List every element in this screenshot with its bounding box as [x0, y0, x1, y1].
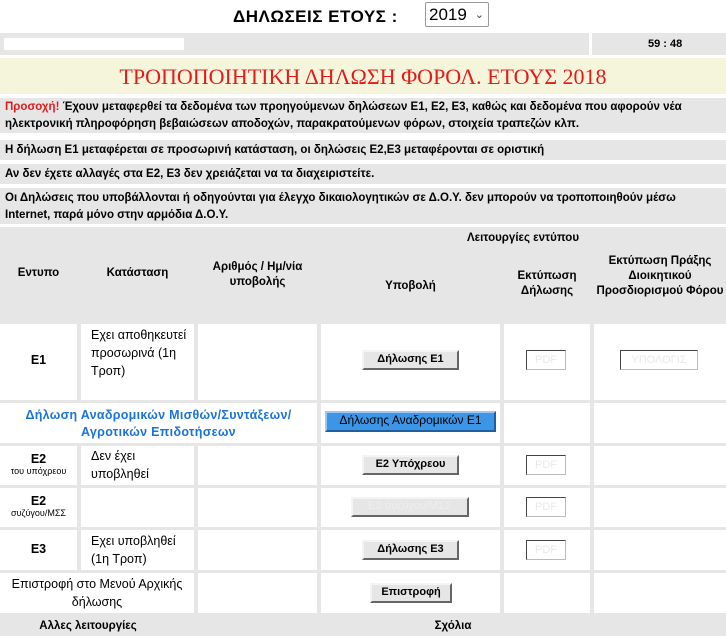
row-e1-form: [0, 324, 77, 400]
other-functions-header: Αλλες λειτουργίες: [0, 620, 176, 636]
row-back-print: [504, 573, 590, 613]
e1-label: Ε1: [30, 353, 47, 367]
session-bar: [0, 33, 726, 55]
header: [0, 0, 726, 30]
row-e2s-submit: [321, 488, 500, 527]
e2-pdf-button[interactable]: PDF: [526, 455, 566, 475]
row-back-label: [0, 573, 194, 613]
e3-status: Εχει υποβληθεί (1η Τροπ): [91, 534, 176, 566]
row-e1-number: [198, 324, 317, 400]
e1-status: Εχει αποθηκευτεί προσωρινά (1η Τροπ): [91, 328, 187, 378]
notice-doy: Οι Δηλώσεις που υποβάλλονται ή οδηγούνται για έλεγχο δικαιολογητικών σε Δ.Ο.Υ. δεν μπορούν να τροποποιηθούν μέσω Internet, παρά μόνο στην αρμόδια Δ.Ο.Υ.: [0, 188, 726, 224]
comments-header: Σχόλια: [180, 620, 726, 636]
back-button[interactable]: Επιστροφή: [370, 583, 452, 603]
e2s-sub-label: συζύγου/ΜΣΣ: [11, 508, 66, 518]
row-e1-print: [504, 324, 590, 400]
chevron-down-icon: ⌄: [474, 9, 484, 21]
row-e2-number: [198, 446, 317, 485]
row-e2-form: [0, 446, 77, 485]
banner: [0, 58, 726, 94]
row-retro-submit: [321, 403, 500, 443]
retro-label: Δήλωση Αναδρομικών Μισθών/Συντάξεων/ Αγροτικών Επιδοτήσεων: [25, 408, 292, 439]
col-print-act-header: Εκτύπωση Πράξης Διοικητικού Προσδιορισμού Φόρου: [594, 252, 726, 321]
row-e2s-status: [81, 488, 194, 527]
e2s-pdf-button[interactable]: PDF: [526, 497, 566, 517]
row-e2s-form: [0, 488, 77, 527]
banner-title: ΤΡΟΠΟΠΟΙΗΤΙΚΗ ΔΗΛΩΣΗ ΦΟΡΟΛ. ΕΤΟΥΣ 2018: [119, 64, 607, 89]
warning-text: Έχουν μεταφερθεί τα δεδομένα των προηγούμενων δηλώσεων Ε1, Ε2, Ε3, καθώς και δεδομένα που αφορούν νέα ηλεκτρονική πληροφόρηση βεβαιώσεων αποδοχών, παρακρατούμενων φόρων, στοιχεία τραπεζών κλπ.: [5, 101, 682, 130]
row-e3-print: [504, 530, 590, 570]
session-timer: 59 : 48: [648, 38, 683, 50]
row-e3-number: [198, 530, 317, 570]
row-e3-status: [81, 530, 194, 570]
row-e2-print-act: [594, 446, 726, 485]
col-print-header: Εκτύπωση Δήλωσης: [504, 252, 590, 321]
row-e2-submit: [321, 446, 500, 485]
e3-label: Ε3: [30, 542, 47, 556]
e2-label: [0, 452, 77, 476]
e2-obligor-button[interactable]: Ε2 Υπόχρεου: [362, 455, 459, 475]
col-form-header: Εντυπο: [0, 227, 77, 321]
row-e2s-print: [504, 488, 590, 527]
row-e2-print: [504, 446, 590, 485]
user-bar: [0, 33, 589, 55]
row-back-submit: [321, 573, 500, 613]
page-title: ΔΗΛΩΣΕΙΣ ΕΤΟΥΣ :: [233, 7, 398, 26]
e2-status: Δεν έχει υποβληθεί: [91, 449, 149, 481]
col-status-header: Κατάσταση: [81, 227, 194, 321]
e3-declaration-button[interactable]: Δήλωσης Ε3: [362, 540, 459, 560]
forms-table: [0, 227, 726, 636]
row-e2-status: [81, 446, 194, 485]
warning-label: Προσοχή!: [5, 101, 60, 113]
e2-sub-label: του υπόχρεου: [10, 466, 67, 476]
year-select[interactable]: [425, 2, 489, 27]
row-e1-print-act: [594, 324, 726, 400]
row-retro-print-act: [594, 403, 726, 443]
row-e1-submit: [321, 324, 500, 400]
row-e2s-print-act: [594, 488, 726, 527]
row-retro-print: [504, 403, 590, 443]
e1-declaration-button[interactable]: Δήλωσης Ε1: [362, 350, 459, 370]
row-e3-form: [0, 530, 77, 570]
e2-label-text: Ε2: [30, 452, 47, 466]
col-submit-header: Υποβολή: [321, 252, 500, 321]
user-name-redacted: [4, 38, 184, 50]
e2-spouse-button[interactable]: Ε2 συζύγου/ΜΣΣ: [351, 497, 469, 517]
e1-pdf-button[interactable]: PDF: [526, 350, 566, 370]
year-value: 2019: [429, 5, 467, 24]
notice-no-changes: Αν δεν έχετε αλλαγές στα Ε2, Ε3 δεν χρειάζεται να τα διαχειριστείτε.: [0, 164, 726, 184]
row-e3-print-act: [594, 530, 726, 570]
notice-e1-state: Η δήλωση Ε1 μεταφέρεται σε προσωρινή κατάσταση, οι δηλώσεις Ε2,Ε3 μεταφέρονται σε οριστική: [0, 140, 726, 160]
row-retro-label: [0, 403, 317, 443]
row-e2s-number: [198, 488, 317, 527]
row-back-number: [198, 573, 317, 613]
e1-act-button[interactable]: ΥΠΟΛΟΓΙΣ: [620, 350, 698, 370]
row-e3-submit: [321, 530, 500, 570]
notice-warning: [0, 98, 726, 133]
row-e1-status: [81, 324, 194, 400]
e2s-label-text: Ε2: [30, 494, 47, 508]
col-number-header: Αριθμός / Ημ/νία υποβολής: [198, 227, 317, 321]
e2s-label: [0, 494, 77, 518]
back-label: Επιστροφή στο Μενού Αρχικής δήλωσης: [11, 577, 183, 609]
row-back-print-act: [594, 573, 726, 613]
functions-header: Λειτουργίες εντύπου: [320, 232, 726, 248]
retro-declaration-button[interactable]: Δήλωσης Αναδρομικών Ε1: [325, 411, 496, 432]
session-timer-box: [592, 33, 726, 55]
e3-pdf-button[interactable]: PDF: [526, 540, 566, 560]
